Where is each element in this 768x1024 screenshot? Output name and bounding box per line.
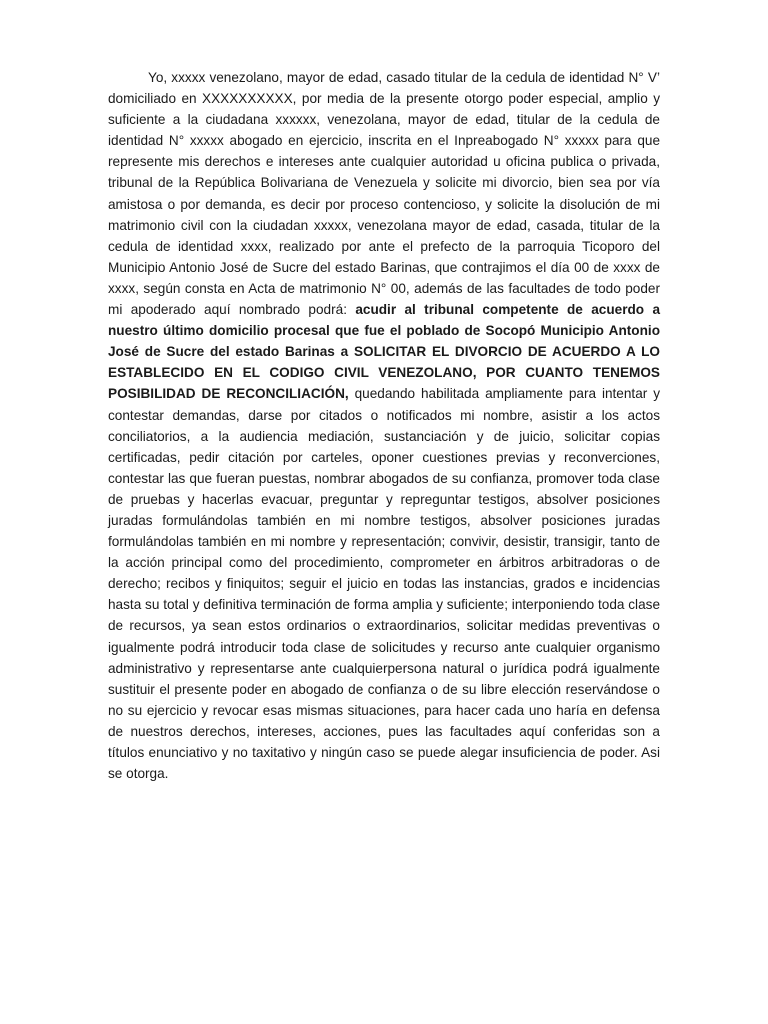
paragraph-text-powers: quedando habilitada ampliamente para intentar y contestar demandas, darse por citados o notificados mi nombre, asistir a los actos conciliatorios, a la audiencia mediación, sustanciación y de juicio, solicitar copias certificadas, pedir citación por carteles, oponer cuestiones previas y reconverciones, contestar las que fueran puestas, nombrar abogados de su confianza, promover toda clase de pruebas y hacerlas evacuar, preguntar y repreguntar testigos, absolver posiciones juradas formulándolas también en mi nombre testigos, absolver posiciones juradas formulándolas también en mi nombre y representación; convivir, desistir, transigir, tanto de la acción principal como del procedimiento, comprometer en árbitros arbitradoras o de derecho; recibos y finiquitos; seguir el juicio en todas las instancias, grados e incidencias hasta su total y definitiva terminación de forma amplia y suficiente; interponiendo toda clase de recursos, ya sean estos ordinarios o extraordinarios, solicitar medidas preventivas o igualmente podrá introducir toda clase de solicitudes y recurso ante cualquier organismo administrativo y representarse ante cualquierpersona natural o jurídica podrá igualmente sustituir el presente poder en abogado de confianza o de su libre elección reservándose o no su ejercicio y revocar esas mismas situaciones, para hacer cada uno haría en defensa de nuestros derechos, intereses, acciones, pues las facultades aquí conferidas son a títulos enunciativo y no taxitativo y ningún caso se puede alegar insuficiencia de poder. Asi se otorga. (108, 386, 661, 782)
paragraph-text-intro: Yo, xxxxx venezolano, mayor de edad, casado titular de la cedula de identidad N° V’ domiciliado en XXXXXXXXXX, por media de la presente otorgo poder especial, amplio y suficiente a la ciudadana xxxxxx, venezolana, mayor de edad, titular de la cedula de identidad N° xxxxx abogado en ejercicio, inscrita en el Inpreabogado N° xxxxx para que represente mis derechos e intereses ante cualquier autoridad u oficina publica o privada, tribunal de la República Bolivariana de Venezuela y solicite mi divorcio, bien sea por vía amistosa o por demanda, es decir por proceso contencioso, y solicite la disolución de mi matrimonio civil con la ciudadan xxxxx, venezolana mayor de edad, casada, titular de la cedula de identidad xxxx, realizado por ante el prefecto de la parroquia Ticoporo del Municipio Antonio José de Sucre del estado Barinas, que contrajimos el día 00 de xxxx de xxxx, según consta en Acta de matrimonio N° 00, además de las facultades de todo poder mi apoderado aquí nombrado podrá: (108, 70, 660, 318)
power-of-attorney-paragraph (108, 67, 660, 784)
paragraph-text-bold-clause: acudir al tribunal competente de acuerdo a nuestro último domicilio procesal que fue el poblado de Socopó Municipio Antonio José de Sucre del estado Barinas a SOLICITAR EL DIVORCIO DE ACUERDO A LO ESTABLECIDO EN EL CODIGO CIVIL VENEZOLANO, POR CUANTO TENEMOS POSIBILIDAD DE RECONCILIACIÓN, (108, 302, 661, 402)
